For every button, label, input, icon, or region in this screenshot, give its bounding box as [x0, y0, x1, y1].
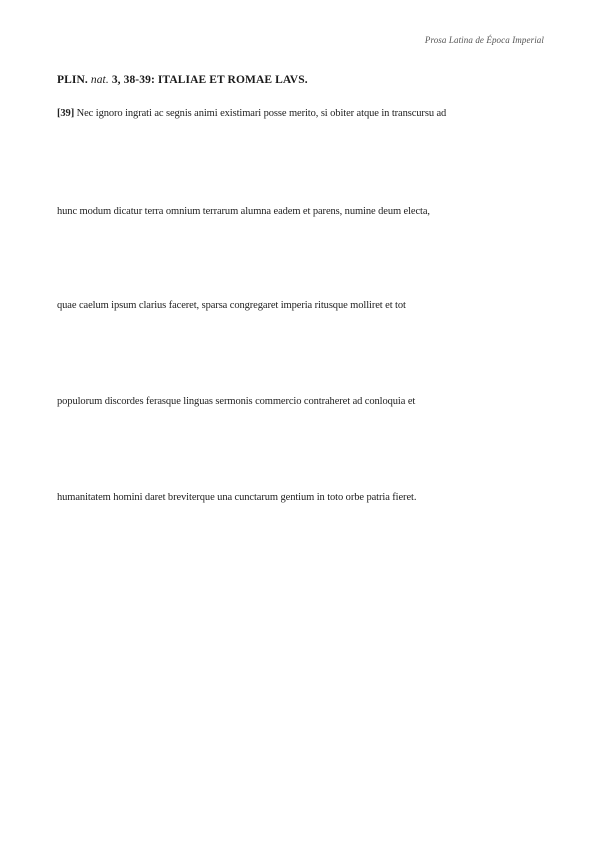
title-author: PLIN.: [57, 74, 88, 86]
text-line-3: quae caelum ipsum clarius faceret, sparsa congregaret imperia ritusque molliret et tot: [57, 300, 406, 311]
text-line-5: humanitatem homini daret breviterque una cunctarum gentium in toto orbe patria fieret.: [57, 492, 417, 503]
running-header: Prosa Latina de Época Imperial: [424, 35, 544, 45]
title-work: nat.: [90, 74, 109, 86]
text-line-1-content: Nec ignoro ingrati ac segnis animi existimari posse merito, si obiter atque in transcursu ad: [76, 108, 447, 119]
text-line-4: populorum discordes ferasque linguas sermonis commercio contraheret ad conloquia et: [57, 396, 416, 407]
text-line-1: [57, 108, 446, 119]
passage-title: [57, 74, 308, 86]
section-number: [39]: [57, 108, 75, 119]
title-reference: 3, 38-39: ITALIAE ET ROMAE LAVS.: [111, 74, 308, 86]
text-line-2: hunc modum dicatur terra omnium terrarum alumna eadem et parens, numine deum electa,: [57, 206, 430, 217]
